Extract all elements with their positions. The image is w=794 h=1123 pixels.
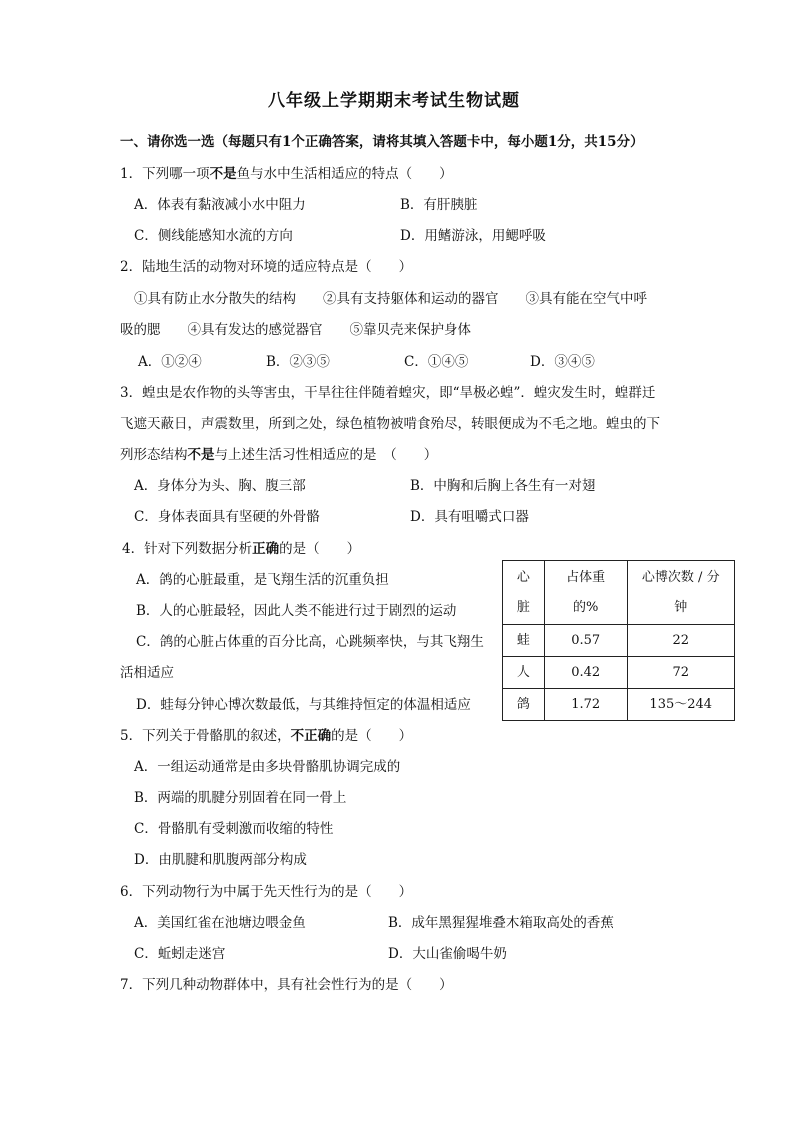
q5-option-b: B．两端的肌腱分别固着在同一骨上 bbox=[134, 790, 347, 806]
q4-option-d: D．蛙每分钟心博次数最低，与其维持恒定的体温相适应 bbox=[136, 697, 471, 713]
q6-option-c: C．蚯蚓走迷宫 bbox=[134, 946, 226, 962]
page-title: 八年级上学期期末考试生物试题 bbox=[268, 91, 520, 111]
q5-option-a: A．一组运动通常是由多块骨骼肌协调完成的 bbox=[134, 759, 401, 775]
q6-option-d: D．大山雀偷喝牛奶 bbox=[388, 946, 507, 962]
q1-option-c: C．侧线能感知水流的方向 bbox=[134, 228, 293, 244]
table-cell: 鸽 bbox=[503, 689, 545, 721]
question-1-stem: 1．下列哪一项不是鱼与水中生活相适应的特点（ ） bbox=[120, 166, 453, 182]
question-2-stem: 2．陆地生活的动物对环境的适应特点是（ ） bbox=[120, 259, 413, 275]
table-row bbox=[503, 657, 735, 689]
emphasis: 正确 bbox=[252, 541, 280, 557]
q2-option-c: C．①④⑤ bbox=[404, 354, 469, 370]
table-cell: 0.57 bbox=[544, 625, 627, 657]
q1-option-a: A．体表有黏液减小水中阻力 bbox=[134, 197, 306, 213]
table-cell: 蛙 bbox=[503, 625, 545, 657]
table-header-cell: 占体重 的% bbox=[544, 561, 627, 625]
heart-data-table bbox=[502, 560, 735, 721]
table-row bbox=[503, 625, 735, 657]
table-header-row bbox=[503, 561, 735, 625]
q2-option-b: B．②③⑤ bbox=[266, 354, 330, 370]
q4-option-a: A．鸽的心脏最重，是飞翔生活的沉重负担 bbox=[136, 572, 389, 588]
emphasis: 不是 bbox=[187, 447, 215, 463]
table-cell: 72 bbox=[627, 657, 735, 689]
q2-statements-line2: 吸的腮 ④具有发达的感觉器官 ⑤靠贝壳来保护身体 bbox=[120, 322, 471, 338]
q6-option-b: B．成年黑猩猩堆叠木箱取高处的香蕉 bbox=[388, 915, 614, 931]
emphasis: 不正确 bbox=[290, 728, 332, 744]
table-row bbox=[503, 689, 735, 721]
question-3-line1: 3．蝗虫是农作物的头等害虫，干旱往往伴随着蝗灾，即“旱极必蝗”．蝗灾发生时，蝗群迁 bbox=[120, 385, 656, 401]
q3-option-a: A．身体分为头、胸、腹三部 bbox=[134, 478, 306, 494]
q2-statements-line1: ①具有防止水分散失的结构 ②具有支持躯体和运动的器官 ③具有能在空气中呼 bbox=[134, 291, 647, 307]
question-6-stem: 6．下列动物行为中属于先天性行为的是（ ） bbox=[120, 884, 413, 900]
q2-option-a: A．①②④ bbox=[138, 354, 202, 370]
q3-option-b: B．中胸和后胸上各生有一对翅 bbox=[410, 478, 596, 494]
table-cell: 人 bbox=[503, 657, 545, 689]
table-cell: 135～244 bbox=[627, 689, 735, 721]
q4-option-c-line1: C．鸽的心脏占体重的百分比高，心跳频率快，与其飞翔生 bbox=[136, 634, 484, 650]
q3-option-d: D．具有咀嚼式口器 bbox=[410, 509, 529, 525]
table-cell: 0.42 bbox=[544, 657, 627, 689]
q4-option-b: B．人的心脏最轻，因此人类不能进行过于剧烈的运动 bbox=[136, 603, 457, 619]
question-3-line2: 飞遮天蔽日，声震数里，所到之处，绿色植物被啃食殆尽，转眼便成为不毛之地。蝗虫的下 bbox=[120, 416, 660, 432]
section-heading: 一、请你选一选（每题只有1个正确答案，请将其填入答题卡中，每小题1分，共15分） bbox=[120, 134, 644, 150]
q5-option-c: C．骨骼肌有受刺激而收缩的特性 bbox=[134, 821, 334, 837]
table-cell: 22 bbox=[627, 625, 735, 657]
table-cell: 1.72 bbox=[544, 689, 627, 721]
table-header-cell: 心博次数 / 分 钟 bbox=[627, 561, 735, 625]
question-7-stem: 7．下列几种动物群体中，具有社会性行为的是（ ） bbox=[120, 977, 453, 993]
q5-option-d: D．由肌腱和肌腹两部分构成 bbox=[134, 852, 307, 868]
q1-option-d: D．用鳍游泳，用鳃呼吸 bbox=[400, 228, 546, 244]
q6-option-a: A．美国红雀在池塘边喂金鱼 bbox=[134, 915, 306, 931]
q1-option-b: B．有肝胰脏 bbox=[400, 197, 478, 213]
question-5-stem: 5．下列关于骨骼肌的叙述，不正确的是（ ） bbox=[120, 728, 413, 744]
question-3-line3: 列形态结构不是与上述生活习性相适应的是 （ ） bbox=[120, 447, 438, 463]
table-header-cell: 心 脏 bbox=[503, 561, 545, 625]
emphasis: 不是 bbox=[209, 166, 237, 182]
q4-option-c-line2: 活相适应 bbox=[120, 665, 174, 681]
q2-option-d: D．③④⑤ bbox=[530, 354, 595, 370]
question-4-stem: 4．针对下列数据分析正确的是（ ） bbox=[122, 541, 361, 557]
q3-option-c: C．身体表面具有坚硬的外骨骼 bbox=[134, 509, 320, 525]
